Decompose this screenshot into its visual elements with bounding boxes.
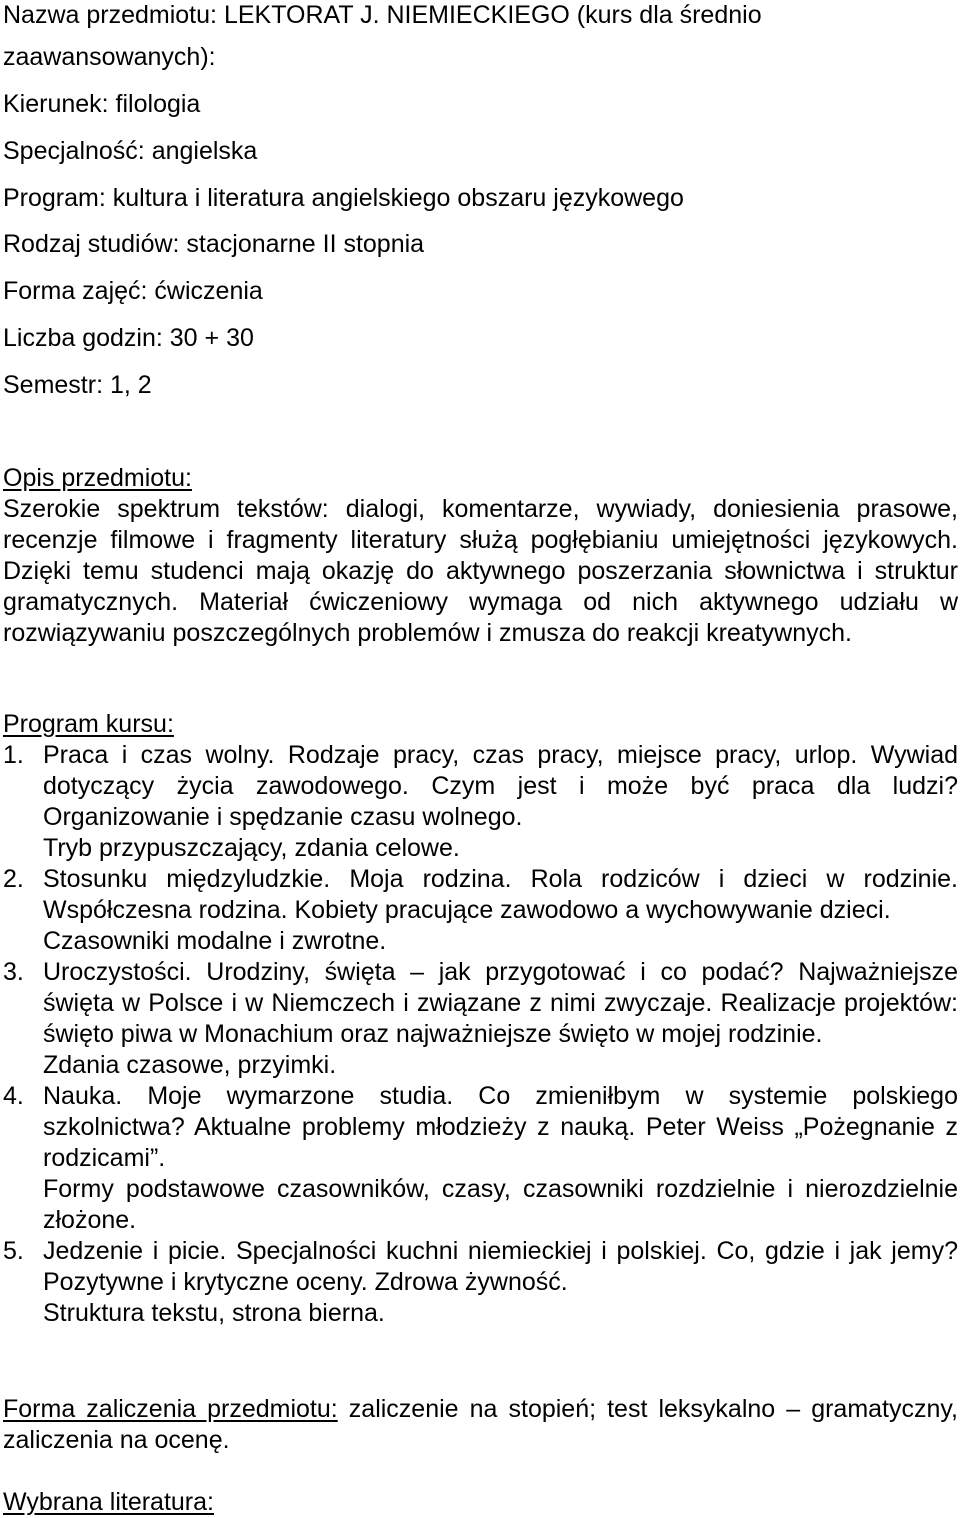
assessment-label: Forma zaliczenia przedmiotu: (3, 1395, 338, 1423)
description-heading: Opis przedmiotu: (3, 464, 192, 492)
semester-line: Semestr: 1, 2 (3, 371, 152, 399)
specialty-line: Specjalność: angielska (3, 137, 258, 165)
program-section (3, 709, 958, 1329)
program-item-5 (3, 1236, 958, 1329)
program-item-text: Uroczystości. Urodziny, święta – jak przygotować i co podać? Najważniejsze święta w Polsce i w Niemczech i związane z nimi zwyczaje. Realizacje projektów: święto piwa w Monachium oraz najważniejsze święto w mojej rodzinie. (43, 958, 958, 1048)
program-item-1 (3, 740, 958, 864)
program-item-number: 4. (3, 1082, 24, 1110)
program-item-number: 2. (3, 865, 24, 893)
program-item-3 (3, 957, 958, 1081)
program-item-grammar: Czasowniki modalne i zwrotne. (43, 927, 387, 955)
program-item-number: 3. (3, 958, 24, 986)
program-item-number: 1. (3, 741, 24, 769)
program-item-text: Stosunku międzyludzkie. Moja rodzina. Rola rodziców i dzieci w rodzinie. Współczesna rodzina. Kobiety pracujące zawodowo a wychowywanie dzieci. (43, 865, 958, 924)
program-heading: Program kursu: (3, 710, 174, 738)
program-item-2 (3, 864, 958, 957)
course-name-label: Nazwa przedmiotu: (3, 1, 217, 29)
direction-line: Kierunek: filologia (3, 90, 201, 118)
assessment-value: zaliczenie na stopień; test leksykalno – gramatyczny, zaliczenia na ocenę. (3, 1395, 958, 1454)
program-item-4 (3, 1081, 958, 1236)
study-type-line: Rodzaj studiów: stacjonarne II stopnia (3, 230, 425, 258)
course-name-continuation: zaawansowanych): (3, 43, 216, 71)
program-item-text: Jedzenie i picie. Specjalności kuchni niemieckiej i polskiej. Co, gdzie i jak jemy? Pozytywne i krytyczne oceny. Zdrowa żywność. (43, 1237, 958, 1296)
description-text: Szerokie spektrum tekstów: dialogi, komentarze, wywiady, doniesienia prasowe, recenzje filmowe i fragmenty literatury służą pogłębianiu umiejętności językowych. Dzięki temu studenci mają okazję do aktywnego poszerzania słownictwa i struktur gramatycznych. Materiał ćwiczeniowy wymaga od nich aktywnego udziału w rozwiązywaniu poszczególnych problemów i zmusza do reakcji kreatywnych. (3, 495, 958, 647)
form-line: Forma zajęć: ćwiczenia (3, 277, 263, 305)
program-item-grammar: Tryb przypuszczający, zdania celowe. (43, 834, 460, 862)
course-name-value: LEKTORAT J. NIEMIECKIEGO (kurs dla średnio (223, 1, 762, 29)
literature-heading: Wybrana literatura: (3, 1488, 214, 1516)
program-item-grammar: Formy podstawowe czasowników, czasy, czasowniki rozdzielnie i nierozdzielnie złożone. (43, 1175, 958, 1234)
course-name-line (3, 0, 762, 30)
assessment-section (3, 1394, 958, 1456)
program-item-grammar: Zdania czasowe, przyimki. (43, 1051, 337, 1079)
hours-line: Liczba godzin: 30 + 30 (3, 324, 254, 352)
program-item-text: Praca i czas wolny. Rodzaje pracy, czas pracy, miejsce pracy, urlop. Wywiad dotyczący życia zawodowego. Czym jest i może być praca dla ludzi? Organizowanie i spędzanie czasu wolnego. (43, 741, 958, 831)
description-section (3, 463, 958, 649)
program-item-number: 5. (3, 1237, 24, 1265)
program-item-text: Nauka. Moje wymarzone studia. Co zmieniłbym w systemie polskiego szkolnictwa? Aktualne problemy młodzieży z nauką. Peter Weiss „Pożegnanie z rodzicami”. (43, 1082, 958, 1172)
program-line: Program: kultura i literatura angielskiego obszaru językowego (3, 184, 684, 212)
program-item-grammar: Struktura tekstu, strona bierna. (43, 1299, 385, 1327)
